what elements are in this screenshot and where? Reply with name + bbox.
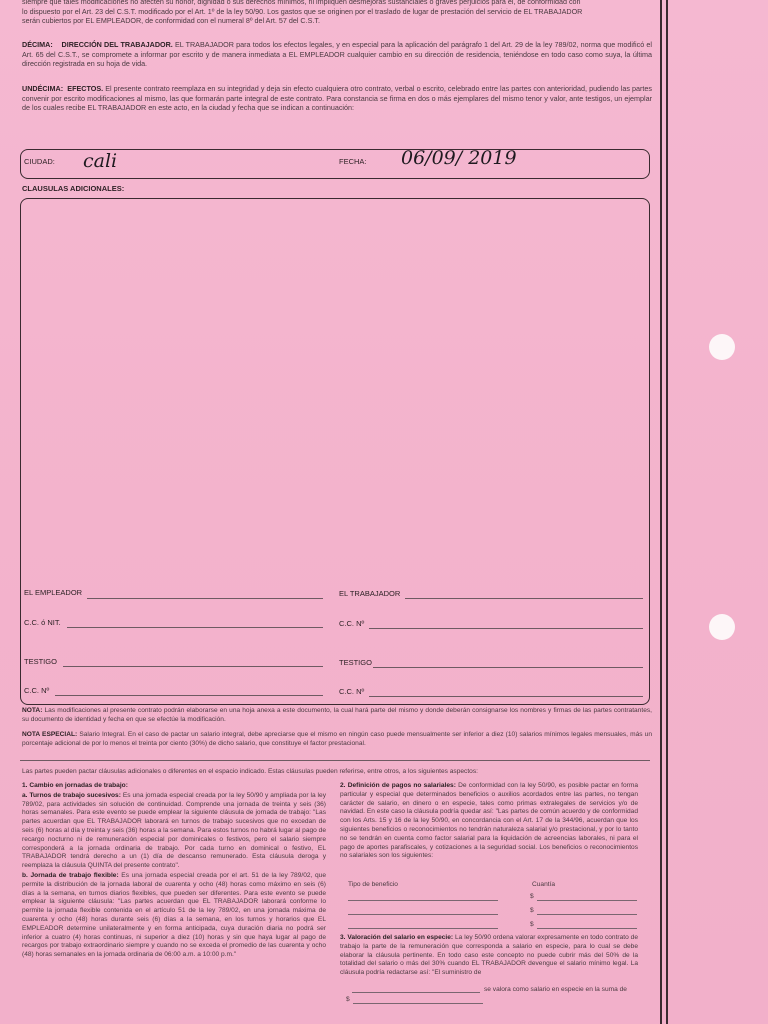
testigo2-label: TESTIGO: [339, 658, 372, 667]
suma-dollar: $: [346, 996, 350, 1003]
col-tipo-beneficio: Tipo de beneficio: [348, 881, 398, 888]
cc-nit-line[interactable]: [67, 627, 323, 628]
beneficio-row1-cuantia[interactable]: [537, 900, 637, 901]
nota-especial-text: Salario Integral. En el caso de pactar un salario integral, debe apreciarse que el mismo en ningún caso puede mensualmente ser inferior a diez (10) salarios mínimos legales mensuales, más un porcentaje adicional de por lo menos el treinta por ciento (30%) de dicho salario, que constituye el factor prestacional.: [22, 731, 652, 747]
top-clause: [22, 0, 652, 26]
salario-especie-text: La ley 50/90 ordena valorar expresamente en todo contrato de trabajo la parte de la remuneración que corresponda a salario en especie, para lo cual se debe elaborar la cláusula pertinente. En todo caso este concepto no puede cubrir más del 50% de la totalidad del salario o más del 30% cuando EL TRABAJADOR devengue el salario mínimo legal. La cláusula podría redactarse así: "El suministro de: [340, 934, 638, 977]
turnos-sucesivos-text: Es una jornada especial creada por la ley 50/90 y ampliada por la ley 789/02, para actividades sin solución de continuidad. Comprende una jornada de treinta y seis (36) horas semanales. Para este evento se puede emplear la siguiente cláusula de jornada de trabajo: "Las partes acuerdan que EL TRABAJADOR laborará en turnos de trabajo sucesivos que no excedan de seis (6) horas al día y treinta y seis (36) horas a la semana. Para estos turnos no habrá lugar al pago de recargo nocturno ni de remuneración especial por dominicales o festivos, pero el salario siempre corresponderá a la jornada ordinaria de trabajo. Por cada turno en dominical o festivo, EL TRABAJADOR tendrá derecho a un (1) día de descanso remunerado. Esta cláusula deroga y reemplaza la cláusula QUINTA del presente contrato".: [22, 791, 326, 870]
cc-nit-label: C.C. ó NIT.: [24, 618, 61, 627]
turnos-sucesivos-label: a. Turnos de trabajo sucesivos:: [22, 791, 121, 799]
empleador-signature-line[interactable]: [87, 598, 323, 599]
beneficio-row3-tipo[interactable]: [348, 928, 498, 929]
beneficio-row3-cuantia[interactable]: [537, 928, 637, 929]
additional-clauses-box[interactable]: [20, 198, 650, 705]
top-clause-cut-line: siempre que tales modificaciones no afecten su honor, dignidad o sus derechos mínimos, ni impliquen desmejoras sustanciales o graves perjuicios para él, de conformidad con: [22, 0, 581, 6]
salario-especie-end: se valora como salario en especie en la suma de: [484, 986, 627, 993]
undecima-text: El presente contrato reemplaza en su integridad y deja sin efecto cualquiera otro contrato, verbal o escrito, celebrado entre las partes con anterioridad, pudiendo las partes convenir por escrito modificaciones al mismo, las que formarán parte integral de este contrato. Para constancia se firma en dos o más ejemplares del mismo tenor y valor, ante testigos, un ejemplar de los cuales recibe EL TRABAJADOR en este acto, en la ciudad y fecha que se indican a continuación:: [22, 84, 652, 112]
heading-salario-especie: 3. Valoración del salario en especie:: [340, 934, 454, 941]
nota-text: Las modificaciones al presente contrato podrán elaborarse en una hoja anexa a este documento, la cual hará parte del mismo y donde deberán consignarse los nombres y firmas de las partes contratantes, su documento de identidad y fecha en que se efectúe la modificación.: [22, 707, 652, 723]
testigo1-label: TESTIGO: [24, 657, 57, 666]
cc-trabajador-label: C.C. Nº: [339, 619, 365, 628]
cc-trabajador-line[interactable]: [369, 628, 643, 629]
decima-heading: DÉCIMA:: [22, 40, 53, 49]
undecima-title: EFECTOS.: [67, 84, 104, 93]
top-clause-line2: lo dispuesto por el Art. 23 del C.S.T. modificado por el Art. 1º de la ley 50/90. Los gastos que se originen por el traslado de lugar de prestación del servicio de EL TRABAJADOR: [22, 6, 583, 16]
beneficio-row1-dollar: $: [530, 893, 534, 900]
cc-testigo1-label: C.C. Nº: [24, 686, 50, 695]
divider: [20, 760, 650, 761]
beneficio-row2-cuantia[interactable]: [537, 914, 637, 915]
empleador-label: EL EMPLEADOR: [24, 588, 83, 597]
nota: [22, 707, 652, 725]
suma-field[interactable]: [353, 1003, 483, 1004]
margin-rule-inner: [660, 0, 662, 1024]
jornada-flexible-text: Es una jornada especial creada por el art. 51 de la ley 789/02, que permite la distribución de la jornada laboral de cuarenta y ocho (48) horas como máximo en seis (6) días a la semana, en turnos diarios flexibles, que pueden ser diferentes. Para este evento se puede emplear la siguiente cláusula: "Las partes acuerdan que EL TRABAJADOR laborará conforme lo permite la jornada flexible contenida en el artículo 51 de la ley 789/02, en una jornada máxima de cuarenta y ocho (48) horas durante seis (6) días a la semana, en los turnos y horarios que EL EMPLEADOR determine unilateralmente y en forma anticipada, cuya duración diaria no podrá ser inferior a cuatro (4) horas continuas, ni superior a diez (10) horas y sin que haya lugar al pago de recargos por trabajo extraordinario siempre y cuando no se exceda el promedio de las cuarenta y ocho (48) horas semanales en la jornada ordinaria de 06:00 a.m. a 10:00 p.m.": [22, 871, 327, 959]
cc-testigo1-line[interactable]: [55, 695, 323, 696]
salario-especie-section: [340, 934, 638, 978]
margin-rule-outer: [666, 0, 668, 1024]
punch-hole-top: [709, 334, 735, 360]
suministro-field[interactable]: [352, 992, 480, 993]
beneficio-row1-tipo[interactable]: [348, 900, 498, 901]
beneficio-row2-tipo[interactable]: [348, 914, 498, 915]
trabajador-signature-line[interactable]: [405, 598, 643, 599]
nota-especial: [22, 731, 652, 749]
decima-title: DIRECCIÓN DEL TRABAJADOR.: [61, 40, 173, 49]
ciudad-value[interactable]: cali: [83, 150, 118, 172]
testigo2-line[interactable]: [373, 667, 643, 668]
ciudad-label: CIUDAD:: [24, 157, 55, 166]
intro-text: Las partes pueden pactar cláusulas adicionales o diferentes en el espacio indicado. Estas cláusulas pueden referirse, entre otros, a los siguientes aspectos:: [22, 768, 478, 775]
top-clause-line3: serán cubiertos por EL EMPLEADOR, de conformidad con el numeral 8º del Art. 57 del C.S.T.: [22, 16, 320, 25]
left-column: [22, 782, 326, 960]
punch-hole-bottom: [709, 614, 735, 640]
decima-clause: [22, 40, 652, 69]
heading-pagos-no-salariales: 2. Definición de pagos no salariales:: [340, 782, 456, 789]
heading-cambio-jornadas: 1. Cambio en jornadas de trabajo:: [22, 782, 128, 789]
additional-clauses-heading: CLAUSULAS ADICIONALES:: [22, 184, 125, 193]
fecha-value[interactable]: 06/09/ 2019: [401, 147, 517, 169]
cc-testigo2-line[interactable]: [369, 696, 643, 697]
decima-text: EL TRABAJADOR para todos los efectos legales, y en especial para la aplicación del parágrafo 1 del Art. 29 de la ley 789/02, norma que modificó el Art. 65 del C.S.T., se compromete a informar por escrito y de manera inmediata a EL EMPLEADOR cualquier cambio en su dirección de residencia, teniéndose en todo caso como suya, la última dirección registrada en su hoja de vida.: [22, 40, 652, 68]
col-cuantia: Cuantía: [532, 881, 556, 888]
pagos-no-salariales-text: De conformidad con la ley 50/90, es posible pactar en forma particular y especial que determinados beneficios o auxilios acordados entre las partes, no tengan carácter de salario, en dinero o en especie, tales como primas extralegales de servicios y/o de navidad. En este caso la cláusula podría quedar así: "Las partes de común acuerdo y de conformidad con los Arts. 15 y 16 de la ley 50/90, en concordancia con el Art. 17 de la 344/96, acuerdan que los siguientes beneficios o reconocimientos no tendrán naturaleza salarial y/o prestacional, y por lo tanto no se tendrán en cuenta como factor salarial para la liquidación de acreencias laborales, ni para el pago de aportes parafiscales, y cotizaciones a la seguridad social. Los beneficios o reconocimientos no salariales son los siguientes:: [340, 782, 638, 860]
beneficio-row2-dollar: $: [530, 907, 534, 914]
nota-especial-label: NOTA ESPECIAL:: [22, 731, 78, 738]
cc-testigo2-label: C.C. Nº: [339, 687, 365, 696]
jornada-flexible-label: b. Jornada de trabajo flexible:: [22, 871, 119, 879]
fecha-label: FECHA:: [339, 157, 367, 166]
beneficio-row3-dollar: $: [530, 921, 534, 928]
right-column: [340, 782, 638, 861]
trabajador-label: EL TRABAJADOR: [339, 589, 401, 598]
testigo1-line[interactable]: [63, 666, 323, 667]
undecima-clause: [22, 84, 652, 113]
undecima-heading: UNDÉCIMA:: [22, 84, 64, 93]
place-date-box: [20, 149, 650, 179]
nota-label: NOTA:: [22, 707, 43, 714]
